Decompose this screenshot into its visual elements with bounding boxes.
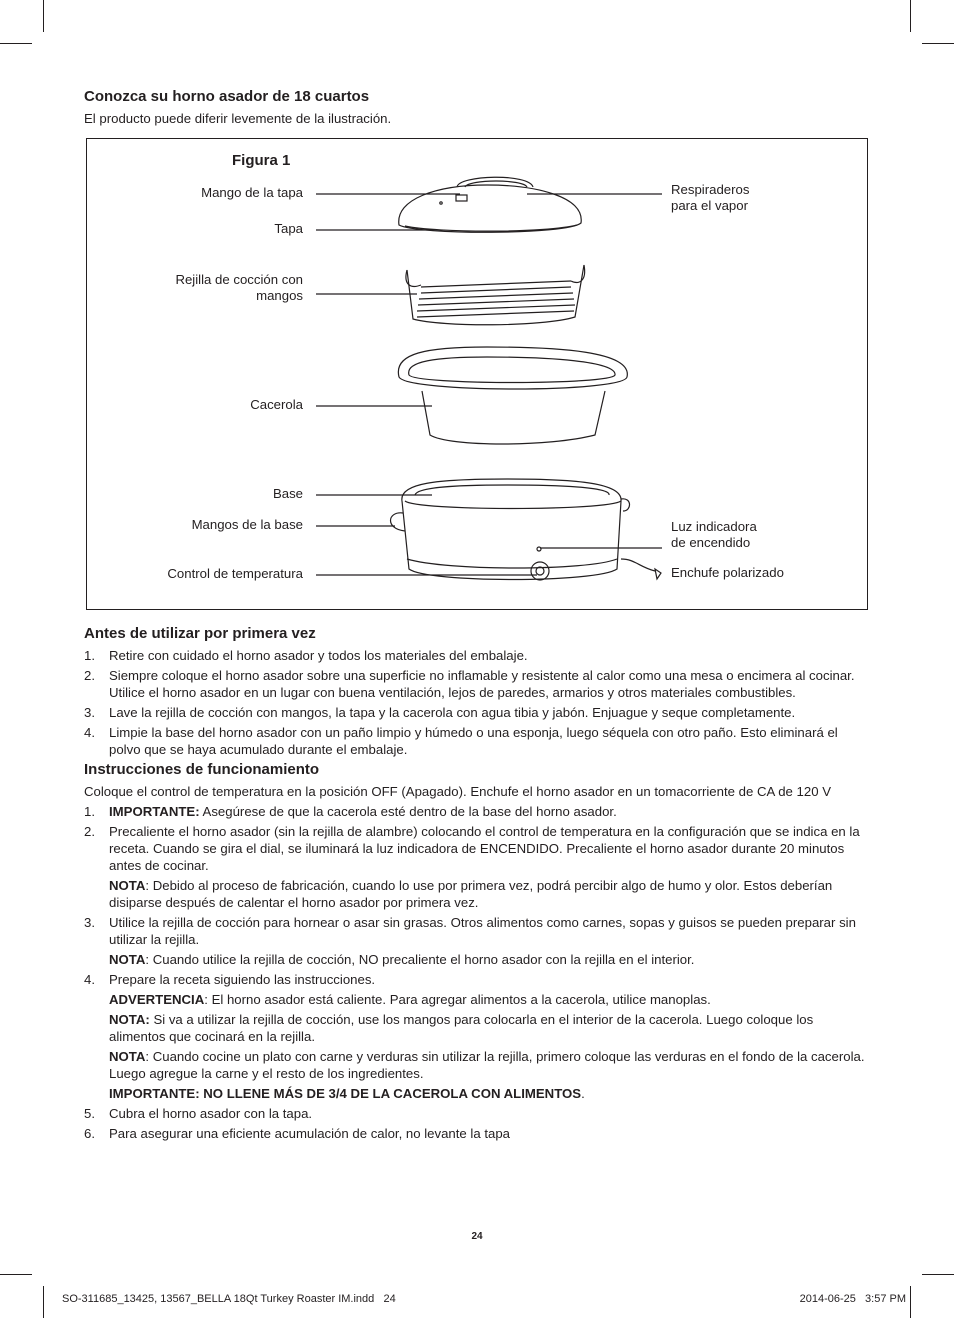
section-heading-first-use: Antes de utilizar por primera vez: [84, 625, 316, 642]
list-item: 3. Lave la rejilla de cocción con mangos, la tapa y la cacerola con agua tibia y jabón. Enjuague y seque completamente.: [84, 705, 796, 720]
list-item: 2. Siempre coloque el horno asador sobre una superficie no inflamable y resistente al calor como una mesa o encimera al cocinar. Utilice el horno asador en un lugar con buena ventilación, lejos de paredes, armarios y otros materiales combustibles.: [84, 668, 855, 700]
figure-title: Figura 1: [232, 152, 291, 169]
label-indicator-light: Luz indicadora de encendido: [671, 519, 757, 550]
crop-mark: [43, 0, 44, 32]
note: NOTA: Si va a utilizar la rejilla de cocción, use los mangos para colocarla en el interior de la cacerola. Luego coloque los alimentos que cocinará en la rejilla.: [109, 1012, 814, 1044]
note: NOTA: Cuando utilice la rejilla de cocción, NO precaliente el horno asador con la rejilla en el interior.: [109, 952, 695, 967]
operating-list: [84, 803, 872, 1142]
list-item: 1. IMPORTANTE: Asegúrese de que la cacerola esté dentro de la base del horno asador.: [84, 804, 617, 819]
footer-timestamp: 2014-06-25 3:57 PM: [799, 1293, 906, 1305]
label-lid-handle: Mango de la tapa: [201, 185, 303, 200]
note: NOTA: Cuando cocine un plato con carne y verduras sin utilizar la rejilla, primero coloque las verduras en el fondo de la cacerola. Luego agregue la carne y el resto de los ingredientes.: [109, 1049, 865, 1081]
page-number: 24: [471, 1231, 483, 1242]
label-vents: Respiraderos para el vapor: [671, 182, 750, 213]
label-pan: Cacerola: [250, 397, 303, 412]
list-item: 2. Precaliente el horno asador (sin la rejilla de alambre) colocando el control de temperatura en la configuración que se indica en la receta. Cuando se gira el dial, se iluminará la luz indicadora de ENCENDIDO. Precaliente el horno asador durante 20 minutos antes de cocinar. NOTA: Debido al proceso de fabricación, cuando lo use por primera vez, podrá percibir algo de humo y olor. Estos deberían disiparse después de calentar el horno asador por primera vez.: [84, 823, 872, 911]
crop-mark: [43, 1286, 44, 1318]
list-item: 6. Para asegurar una eficiente acumulación de calor, no levante la tapa: [84, 1126, 511, 1141]
crop-mark: [0, 43, 32, 44]
label-temperature-control: Control de temperatura: [167, 566, 303, 581]
label-lid: Tapa: [274, 221, 303, 236]
list-item: 4. Limpie la base del horno asador con un paño limpio y húmedo o una esponja, luego séquela con otro paño. Esto eliminará el polvo que se haya acumulado durante el embalaje.: [84, 725, 838, 757]
page-title: Conozca su horno asador de 18 cuartos: [84, 88, 370, 105]
page-subtitle: El producto puede diferir levemente de la ilustración.: [84, 111, 392, 126]
note: NOTA: Debido al proceso de fabricación, cuando lo use por primera vez, podrá percibir algo de humo y olor. Estos deberían disiparse después de calentar el horno asador por primera vez.: [109, 878, 833, 910]
list-item: 1. Retire con cuidado el horno asador y todos los materiales del embalaje.: [84, 648, 528, 663]
figure-box: [86, 138, 868, 610]
label-base-handles: Mangos de la base: [191, 517, 303, 532]
crop-mark: [922, 43, 954, 44]
instructions-content: [84, 625, 872, 1145]
label-polarized-plug: Enchufe polarizado: [671, 565, 784, 580]
label-rack: Rejilla de cocción con mangos: [175, 272, 303, 303]
crop-mark: [910, 1286, 911, 1318]
list-item: 5. Cubra el horno asador con la tapa.: [84, 1106, 313, 1121]
crop-mark: [922, 1274, 954, 1275]
crop-mark: [0, 1274, 32, 1275]
footer-file-info: SO-311685_13425, 13567_BELLA 18Qt Turkey Roaster IM.indd 24: [62, 1293, 396, 1305]
first-use-list: [84, 647, 872, 758]
crop-mark: [910, 0, 911, 32]
operating-intro: Coloque el control de temperatura en la posición OFF (Apagado). Enchufe el horno asador en un tomacorriente de CA de 120 V: [84, 784, 832, 799]
warning: ADVERTENCIA: El horno asador está caliente. Para agregar alimentos a la cacerola, utilice manoplas.: [109, 992, 711, 1007]
important-note: IMPORTANTE: NO LLENE MÁS DE 3/4 DE LA CACEROLA CON ALIMENTOS.: [109, 1086, 585, 1101]
list-item: 3. Utilice la rejilla de cocción para hornear o asar sin grasas. Otros alimentos como carnes, sopas y guisos se pueden preparar sin utilizar la rejilla. NOTA: Cuando utilice la rejilla de cocción, NO precaliente el horno asador con la rejilla en el interior.: [84, 914, 872, 968]
section-heading-operating-instructions: Instrucciones de funcionamiento: [84, 761, 320, 778]
label-base: Base: [272, 486, 303, 501]
list-item: 4. Prepare la receta siguiendo las instrucciones. ADVERTENCIA: El horno asador está caliente. Para agregar alimentos a la cacerola, utilice manoplas. NOTA: Si va a utilizar la rejilla de cocción, use los mangos para colocarla en el interior de la cacerola. Luego coloque los alimentos que cocinará en la rejilla. NOTA: Cuando cocine un plato con carne y verduras sin utilizar la rejilla, primero coloque las verduras en el fondo de la cacerola. Luego agregue la carne y el resto de los ingredientes. IMPORTANTE: NO LLENE MÁS DE 3/4 DE LA CACEROLA CON ALIMENTOS.: [84, 971, 872, 1102]
